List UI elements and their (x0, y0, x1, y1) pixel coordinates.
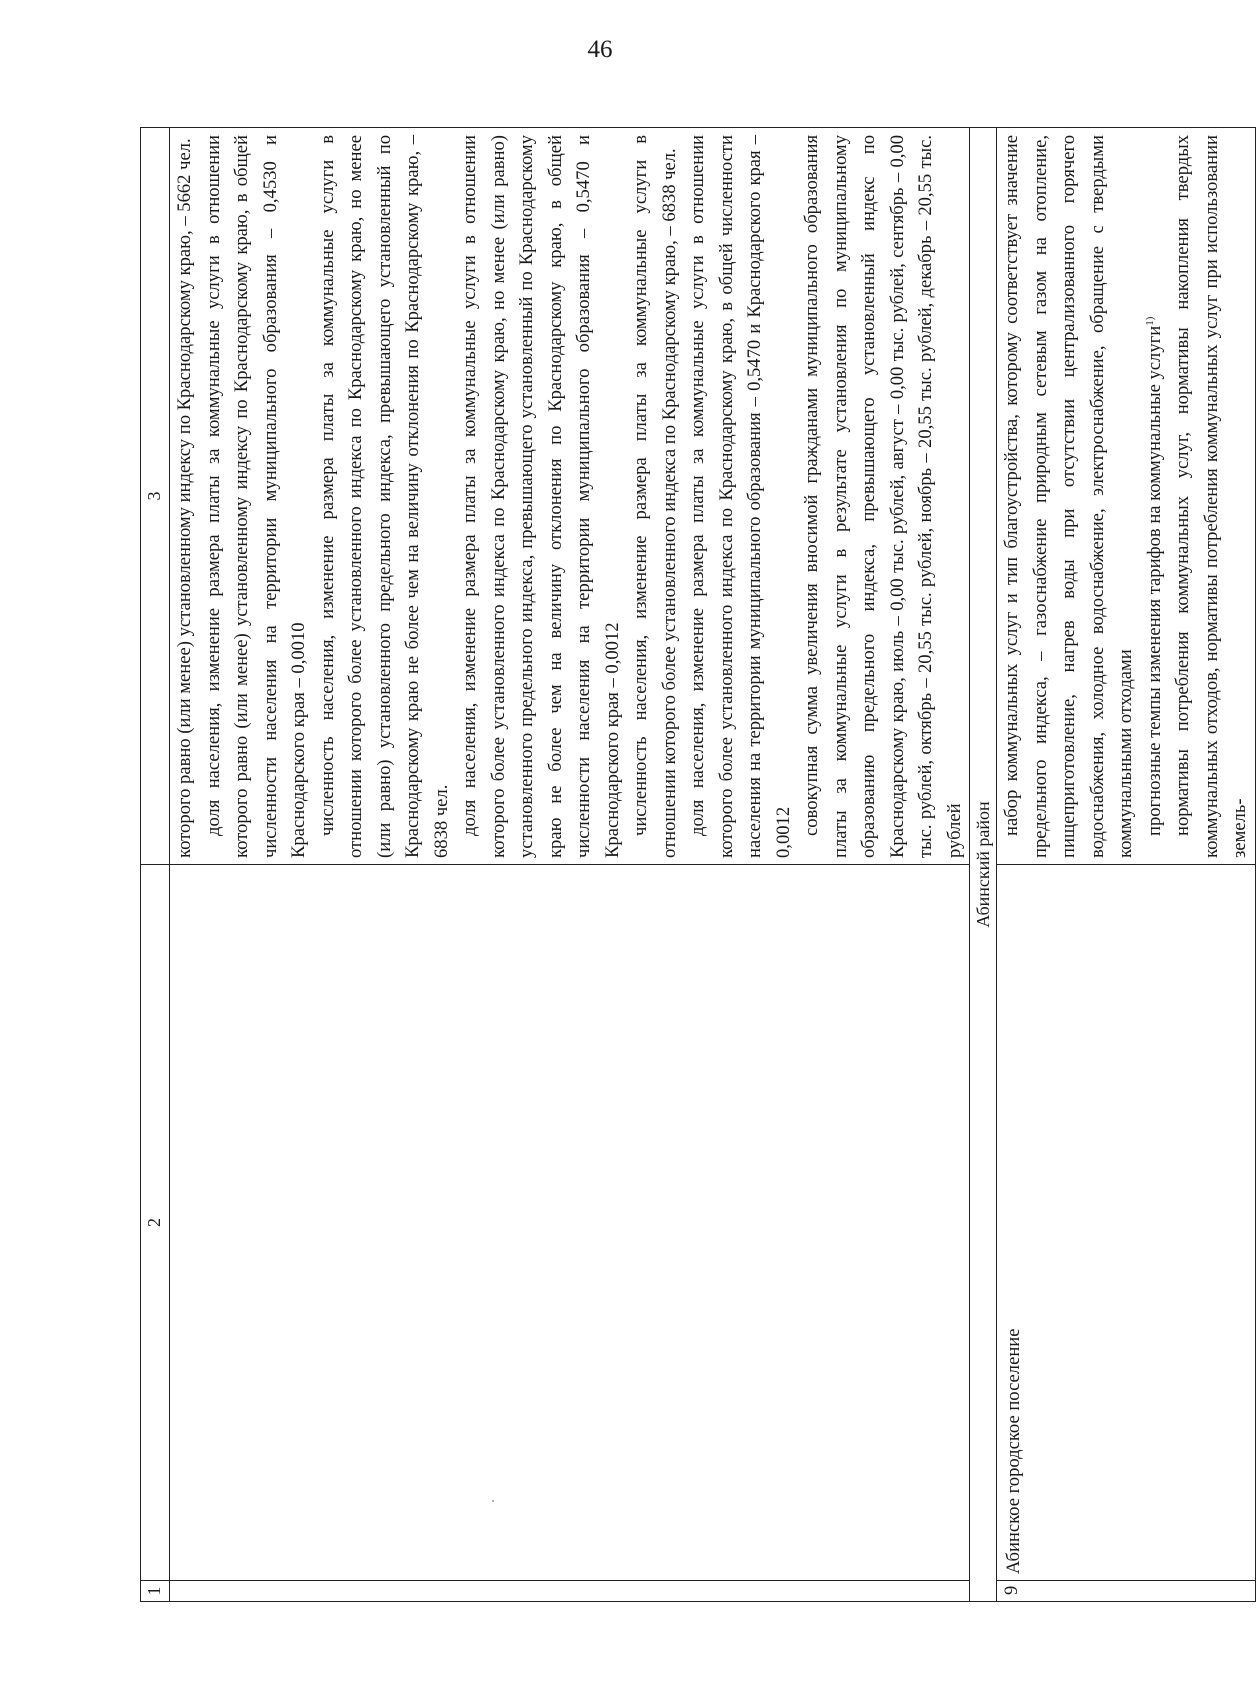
main-table (140, 127, 1256, 1602)
indicator-paragraph: доля населения, изменение размера платы за коммунальные услуги в отношении которого более установленного индекса по Краснодарскому краю, в общей численности населения на территории муниципального образования – 0,5470 и Краснодарского края – 0,0012 (687, 135, 794, 858)
footnote-marker: 1) (1143, 316, 1156, 326)
indicator-paragraph: совокупная сумма увеличения вносимой гражданами муниципального образования платы за коммунальные услуги в результате установления по муниципальному образованию предельного индекса, превышающего установленный индекс по Краснодарскому краю, июль – 0,00 тыс. рублей, август – 0,00 тыс. рублей, сентябрь – 0,00 тыс. рублей, октябрь – 20,55 тыс. рублей, ноябрь – 20,55 тыс. рублей, декабрь – 20,55 тыс. рублей (801, 135, 965, 858)
indicator-paragraph: доля населения, изменение размера платы за коммунальные услуги в отношении которого более установленного индекса по Краснодарскому краю, но менее (или равно) установленного предельного индекса, превышающего установленный по Краснодарскому краю не более чем на величину отклонения по Краснодарскому краю, в общей численности населения на территории муниципального образования – 0,5470 и Краснодарского края – 0,0012 (459, 135, 623, 858)
indicator-paragraph: которого равно (или менее) установленному индексу по Краснодарскому краю, – 5662 чел. (174, 138, 195, 858)
row-number-cell (170, 1581, 970, 1602)
header-cell-3: 3 (141, 128, 170, 865)
indicator-paragraph (1141, 135, 1170, 858)
rotated-table-container (140, 127, 1250, 1602)
row-number: 9 (997, 1581, 1256, 1602)
municipality-cell (170, 865, 970, 1581)
table-row (170, 128, 970, 1602)
header-row (141, 128, 170, 1602)
scan-speck (492, 1500, 494, 1502)
tariff-forecast-text: прогнозные темпы изменения тарифов на коммунальные услуги (1143, 325, 1165, 836)
indicator-paragraph: численность населения, изменение размера платы за коммунальные услуги в отношении которого более установленного индекса по Краснодарскому краю, – 6838 чел. (630, 135, 680, 858)
region-row (970, 128, 997, 1602)
indicator-paragraph: доля населения, изменение размера платы за коммунальные услуги в отношении которого равно (или менее) установленному индексу по Краснодарскому краю, в общей численности населения на территории муниципального образования – 0,4530 и Краснодарского края – 0,0010 (202, 135, 309, 858)
indicator-paragraph: нормативы потребления коммунальных услуг, нормативы накопления твердых коммунальных отходов, нормативы потребления коммунальных услуг при использовании земель- (1172, 135, 1250, 858)
header-cell-1: 1 (141, 1581, 170, 1602)
header-cell-2: 2 (141, 865, 170, 1581)
region-heading: Абинский район (970, 128, 997, 1602)
page-number: 46 (587, 36, 613, 63)
indicator-paragraph: набор коммунальных услуг и тип благоустройства, которому соответствует значение предельного индекса, – газоснабжение природным сетевым газом на отопление, пищеприготовление, нагрев воды при отсутствии централизованного горячего водоснабжения, холодное водоснабжение, электроснабжение, обращение с твердыми коммунальными отходами (1001, 135, 1136, 858)
table-row (997, 128, 1256, 1602)
indicators-cell (170, 128, 970, 865)
indicators-cell (997, 128, 1256, 865)
municipality-name: Абинское городское поселение (997, 865, 1256, 1581)
indicator-paragraph: численность населения, изменение размера платы за коммунальные услуги в отношении которого более установленного индекса по Краснодарскому краю, но менее (или равно) установленного предельного индекса, превышающего установленный по Краснодарскому краю не более чем на величину отклонения по Краснодарскому краю, – 6838 чел. (316, 135, 452, 858)
